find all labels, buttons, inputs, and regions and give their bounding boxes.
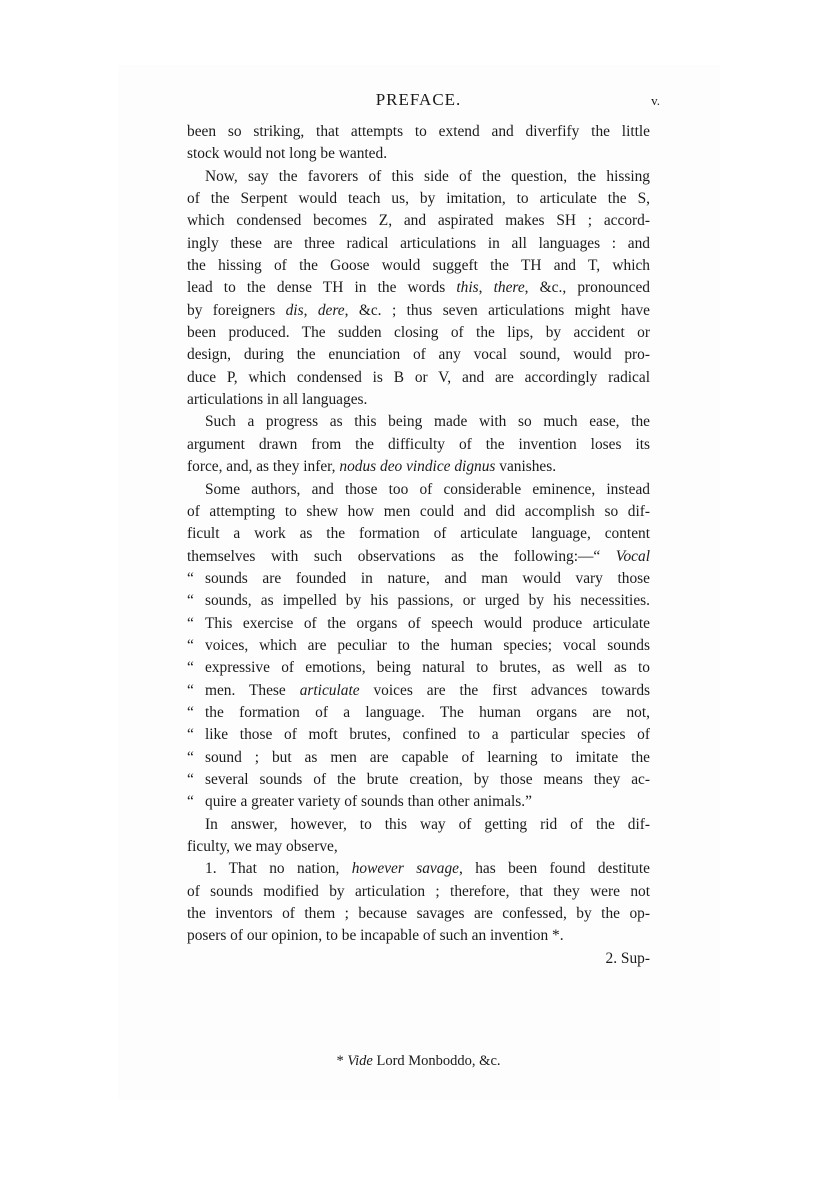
quote-mark: “ bbox=[187, 726, 194, 744]
text-line: duce P, which condensed is B or V, and are accordingly radical bbox=[187, 368, 650, 386]
text-run: force, and, as they infer, bbox=[187, 458, 340, 476]
quote-text: sound ; but as men are capable of learning to imitate the bbox=[205, 748, 650, 766]
quote-line bbox=[187, 769, 650, 791]
quote-line bbox=[187, 657, 650, 679]
text-line: posers of our opinion, to be incapable of such an invention *. bbox=[187, 927, 564, 945]
text-line bbox=[187, 456, 650, 478]
footnote-italic: Vide bbox=[347, 1053, 373, 1069]
text-line: ingly these are three radical articulations in all languages : and bbox=[187, 234, 650, 252]
quote-mark: “ bbox=[187, 592, 194, 610]
footnote bbox=[187, 1053, 650, 1070]
quote-line bbox=[187, 724, 650, 746]
text-line: Now, say the favorers of this side of the question, the hissing bbox=[205, 167, 650, 185]
quote-text: This exercise of the organs of speech would produce articulate bbox=[205, 614, 650, 632]
quote-mark: “ bbox=[187, 703, 194, 721]
quote-line bbox=[187, 635, 650, 657]
text-line: Such a progress as this being made with so much ease, the bbox=[205, 413, 650, 431]
quote-line bbox=[187, 791, 650, 813]
italic-term: this bbox=[456, 279, 479, 297]
page-number: v. bbox=[651, 93, 660, 108]
text-run: vanishes. bbox=[495, 458, 557, 476]
quote-line bbox=[187, 702, 650, 724]
quote-text: like those of moft brutes, confined to a particular species of bbox=[205, 726, 650, 744]
text-line: argument drawn from the difficulty of the invention loses its bbox=[187, 435, 650, 453]
text-line: the hissing of the Goose would suggeft the TH and T, which bbox=[187, 257, 650, 275]
text-line: ficult a work as the formation of articulate language, content bbox=[187, 525, 650, 543]
quote-text: voices, which are peculiar to the human species; vocal sounds bbox=[205, 636, 650, 654]
text-run: , &c., pronounced bbox=[524, 279, 650, 297]
text-line: articulations in all languages. bbox=[187, 391, 368, 409]
text-line bbox=[187, 300, 650, 322]
text-line: been so striking, that attempts to extend and diverfify the little bbox=[187, 123, 650, 140]
text-line: the inventors of them ; because savages are confessed, by the op- bbox=[187, 905, 650, 923]
quote-mark: “ bbox=[187, 614, 194, 632]
text-run: voices are the first advances towards bbox=[359, 681, 650, 699]
italic-term: dere bbox=[317, 301, 345, 319]
text-run: , &c. ; thus seven articulations might have bbox=[344, 301, 650, 319]
quote-mark: “ bbox=[187, 681, 194, 699]
quote-mark: “ bbox=[187, 636, 194, 654]
italic-term: articulate bbox=[299, 681, 360, 699]
text-line: been produced. The sudden closing of the lips, by accident or bbox=[187, 324, 650, 342]
footnote-marker: * bbox=[336, 1053, 348, 1069]
italic-term: there bbox=[493, 279, 525, 297]
quote-text: expressive of emotions, being natural to brutes, as well as to bbox=[205, 659, 650, 677]
text-line bbox=[187, 277, 650, 299]
text-run: themselves with such observations as the following:—“ bbox=[187, 547, 616, 565]
footnote-text: Lord Monboddo, &c. bbox=[372, 1053, 501, 1069]
text-line: In answer, however, to this way of getting rid of the dif- bbox=[205, 815, 650, 833]
quote-line bbox=[187, 613, 650, 635]
text-line: ficulty, we may observe, bbox=[187, 838, 338, 855]
text-run: , has been found destitute bbox=[458, 860, 650, 878]
quote-mark: “ bbox=[187, 793, 194, 811]
quote-text: quire a greater variety of sounds than other animals.” bbox=[205, 793, 532, 811]
quote-text: several sounds of the brute creation, by those means they ac- bbox=[205, 770, 650, 788]
text-line bbox=[187, 858, 650, 880]
quote-text: the formation of a language. The human organs are not, bbox=[205, 703, 650, 721]
text-line: Some authors, and those too of considerable eminence, instead bbox=[205, 480, 650, 498]
text-run: , bbox=[303, 301, 318, 319]
quote-mark: “ bbox=[187, 748, 194, 766]
italic-term: however savage bbox=[351, 860, 459, 878]
text-run: lead to the dense TH in the words bbox=[187, 279, 457, 297]
text-run: 1. That no nation, bbox=[205, 860, 352, 878]
text-line: of sounds modified by articulation ; therefore, that they were not bbox=[187, 882, 650, 900]
latin-phrase: nodus deo vindice dignus bbox=[339, 458, 496, 476]
body-text bbox=[187, 121, 650, 970]
quote-text bbox=[205, 680, 650, 702]
italic-term: dis bbox=[285, 301, 304, 319]
text-run: , bbox=[478, 279, 494, 297]
quote-text: sounds, as impelled by his passions, or urged by his necessities. bbox=[205, 592, 650, 610]
quote-text: sounds are founded in nature, and man would vary those bbox=[205, 569, 650, 587]
italic-term: Vocal bbox=[615, 547, 650, 565]
quote-line bbox=[187, 747, 650, 769]
text-line: stock would not long be wanted. bbox=[187, 145, 388, 163]
quote-mark: “ bbox=[187, 770, 194, 788]
quote-line bbox=[187, 590, 650, 612]
text-line bbox=[187, 546, 650, 568]
text-line: of the Serpent would teach us, by imitation, to articulate the S, bbox=[187, 190, 650, 208]
quote-line bbox=[187, 568, 650, 590]
text-line: design, during the enunciation of any vocal sound, would pro- bbox=[187, 346, 650, 364]
text-run: by foreigners bbox=[187, 301, 286, 319]
text-line: of attempting to shew how men could and did accomplish so dif- bbox=[187, 502, 650, 520]
catchword: 2. Sup- bbox=[605, 949, 650, 967]
running-head bbox=[187, 90, 660, 114]
quote-mark: “ bbox=[187, 659, 194, 677]
quote-line bbox=[187, 680, 650, 702]
running-title: PREFACE. bbox=[375, 90, 462, 109]
quote-mark: “ bbox=[187, 569, 194, 587]
text-line: which condensed becomes Z, and aspirated makes SH ; accord- bbox=[187, 212, 650, 230]
text-run: men. These bbox=[205, 681, 300, 699]
